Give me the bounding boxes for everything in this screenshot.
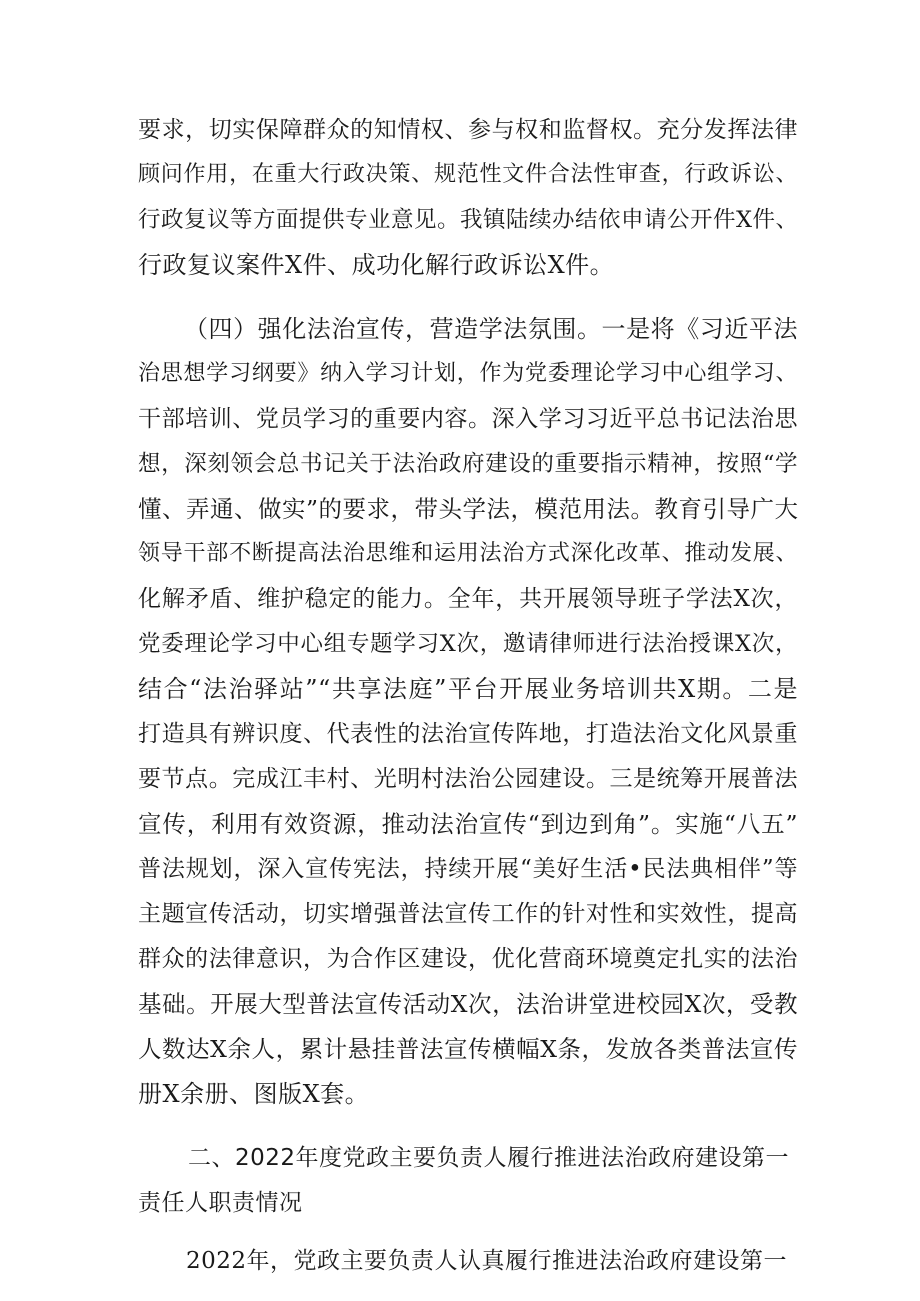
- text-line: 人数达X余人，累计悬挂普法宣传横幅X条，发放各类普法宣传: [138, 1035, 798, 1063]
- text-line: 宣传，利用有效资源，推动法治宣传“到边到角”。实施“八五”: [138, 810, 798, 838]
- text-line: 干部培训、党员学习的重要内容。深入学习习近平总书记法治思: [138, 406, 798, 432]
- text-line: 2022年，党政主要负责人认真履行推进法治政府建设第一: [186, 1248, 788, 1274]
- text-line: 要求，切实保障群众的知情权、参与权和监督权。充分发挥法律: [138, 117, 798, 143]
- text-line: 化解矛盾、维护稳定的能力。全年，共开展领导班子学法X次，: [138, 586, 798, 612]
- text-line: 基础。开展大型普法宣传活动X次，法治讲堂进校园X次，受教: [138, 990, 798, 1018]
- text-line: 想，深刻领会总书记关于法治政府建设的重要指示精神，按照“学: [138, 451, 798, 477]
- text-line: 册X余册、图版X套。: [138, 1080, 370, 1108]
- section-heading-2-cont: 责任人职责情况: [138, 1190, 303, 1216]
- section-heading-2: 二、2022年度党政主要负责人履行推进法治政府建设第一: [188, 1145, 790, 1171]
- text-line: 行政复议等方面提供专业意见。我镇陆续办结依申请公开件X件、: [138, 207, 799, 233]
- text-line: 打造具有辨识度、代表性的法治宣传阵地，打造法治文化风景重: [138, 721, 798, 747]
- text-line: 顾问作用，在重大行政决策、规范性文件合法性审查，行政诉讼、: [138, 162, 798, 187]
- text-line: 普法规划，深入宣传宪法，持续开展“美好生活•民法典相伴”等: [138, 856, 798, 882]
- text-line: 懂、弄通、做实”的要求，带头学法，模范用法。教育引导广大: [138, 495, 799, 523]
- text-line: 结合“法治驿站”“共享法庭”平台开展业务培训共X期。二是: [138, 675, 798, 703]
- text-line: 要节点。完成江丰村、光明村法治公园建设。三是统筹开展普法: [138, 766, 798, 792]
- section-heading-4: （四）强化法治宣传，营造学法氛围。一是将《习近平法: [184, 315, 798, 343]
- text-line: 行政复议案件X件、成功化解行政诉讼X件。: [138, 251, 615, 279]
- text-line: 主题宣传活动，切实增强普法宣传工作的针对性和实效性，提高: [138, 901, 798, 927]
- text-line: 领导干部不断提高法治思维和运用法治方式深化改革、推动发展、: [138, 541, 798, 566]
- text-line: 治思想学习纲要》纳入学习计划，作为党委理论学习中心组学习、: [138, 361, 798, 386]
- text-line: 党委理论学习中心组专题学习X次，邀请律师进行法治授课X次，: [138, 631, 798, 657]
- text-line: 群众的法律意识，为合作区建设，优化营商环境奠定扎实的法治: [138, 946, 798, 972]
